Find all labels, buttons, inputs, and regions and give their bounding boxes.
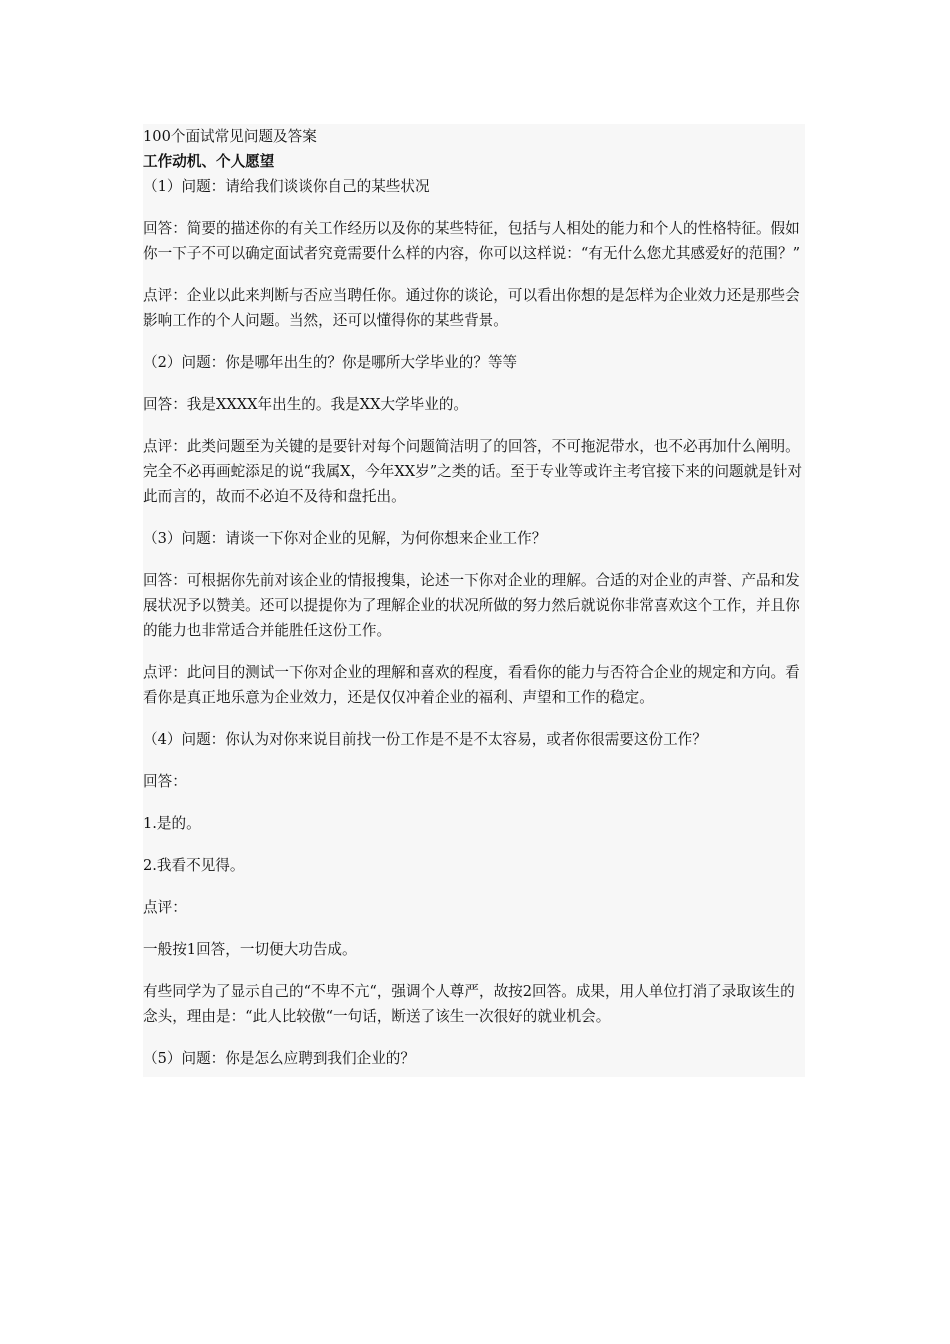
paragraph: 回答：	[143, 773, 187, 790]
paragraph: 一般按1回答，一切便大功告成。	[143, 941, 357, 958]
paragraph: 点评：企业以此来判断与否应当聘任你。通过你的谈论，可以看出你想的是怎样为企业效力还是那些会影响工作的个人问题。当然，还可以懂得你的某些背景。	[143, 287, 800, 329]
paragraph: 1.是的。	[143, 815, 201, 832]
paragraph: 回答：可根据你先前对该企业的情报搜集，论述一下你对企业的理解。合适的对企业的声誉、产品和发展状况予以赞美。还可以提提你为了理解企业的状况所做的努力然后就说你非常喜欢这个工作，并且你的能力也非常适合并能胜任这份工作。	[143, 572, 800, 639]
document-body	[143, 124, 805, 1077]
paragraph: （3）问题：请谈一下你对企业的见解，为何你想来企业工作？	[143, 530, 547, 547]
paragraph: 有些同学为了显示自己的“不卑不亢“，强调个人尊严，故按2回答。成果，用人单位打消了录取该生的念头，理由是：“此人比较傲“一句话，断送了该生一次很好的就业机会。	[143, 983, 795, 1025]
section-heading: 工作动机、个人愿望	[143, 153, 275, 170]
paragraph: （5）问题：你是怎么应聘到我们企业的？	[143, 1050, 415, 1067]
paragraph: 2.我看不见得。	[143, 857, 245, 874]
paragraph: 点评：	[143, 899, 187, 916]
paragraph: 点评：此类问题至为关键的是要针对每个问题简洁明了的回答，不可拖泥带水，也不必再加什么阐明。完全不必再画蛇添足的说“我属X，今年XX岁”之类的话。至于专业等或许主考官接下来的问题就是针对此而言的，故而不必迫不及待和盘托出。	[143, 438, 803, 505]
paragraph: 回答：我是XXXX年出生的。我是XX大学毕业的。	[143, 396, 469, 413]
paragraph: （1）问题：请给我们谈谈你自己的某些状况	[143, 178, 430, 195]
document-title: 100个面试常见问题及答案	[143, 128, 317, 145]
paragraph: （4）问题：你认为对你来说目前找一份工作是不是不太容易，或者你很需要这份工作？	[143, 731, 707, 748]
paragraph: 回答：简要的描述你的有关工作经历以及你的某些特征，包括与人相处的能力和个人的性格特征。假如你一下子不可以确定面试者究竟需要什么样的内容，你可以这样说：“有无什么您尤其感爱好的范围？”	[143, 220, 801, 262]
paragraph: （2）问题：你是哪年出生的？你是哪所大学毕业的？等等	[143, 354, 518, 371]
paragraph: 点评：此问目的测试一下你对企业的理解和喜欢的程度，看看你的能力与否符合企业的规定和方向。看看你是真正地乐意为企业效力，还是仅仅冲着企业的福利、声望和工作的稳定。	[143, 664, 800, 706]
